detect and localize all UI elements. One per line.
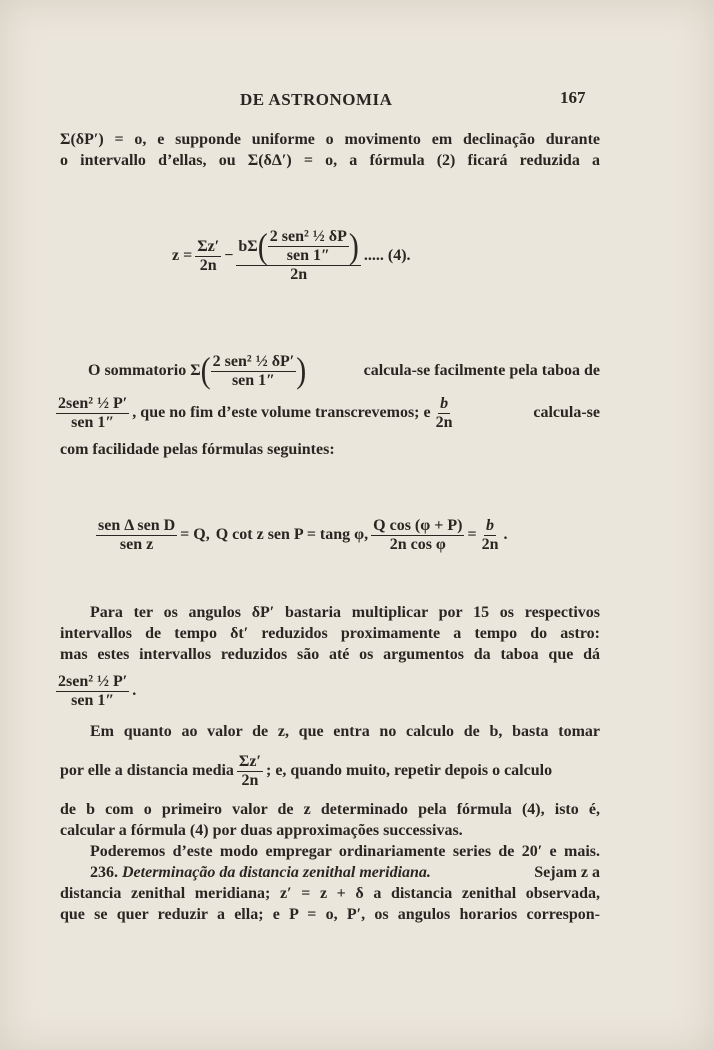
fraction: bΣ ( $\frac{\text{2 sen² ½ δP}}{\text{sen 1″}}$ ) 2n bbox=[238, 226, 359, 283]
minus-sign: − bbox=[224, 247, 234, 264]
text-line: $\frac{\text{2sen² ½ P′}}{\text{sen 1″}}$ . bbox=[58, 672, 137, 709]
text-line: com facilidade pelas fórmulas seguintes: bbox=[60, 441, 335, 458]
section-number: 236. bbox=[90, 864, 118, 881]
running-header: DE ASTRONOMIA bbox=[240, 90, 393, 109]
text-line: o intervallo d’ellas, ou Σ(δΔ′) = o, a fórmula (2) ficará reduzida a bbox=[60, 152, 600, 169]
equation-set: $\frac{\text{sen Δ sen D}}{\text{sen z}}$ = Q, Q cot z sen P = tang φ, $\frac{\text{Q cos (φ + P)}}{\text{2n cos φ}}$ = $\frac{b}{2n}$ . bbox=[98, 516, 508, 553]
equation-tag: ..... (4). bbox=[363, 247, 411, 264]
text-line: que se quer reduzir a ella; e P = o, P′, os angulos horarios correspon- bbox=[60, 906, 600, 923]
fraction: $\frac{\Sigma z'}{2n}$ bbox=[197, 237, 220, 274]
text-line: de b com o primeiro valor de z determinado pela fórmula (4), isto é, bbox=[60, 801, 600, 818]
text-line: O sommatorio Σ ( $\frac{\text{2 sen² ½ δP′}}{\text{sen 1″}}$ ) calcula-se facilmente pela taboa de bbox=[88, 350, 600, 391]
page-number: 167 bbox=[560, 88, 586, 107]
text-line: Em quanto ao valor de z, que entra no calculo de b, basta tomar bbox=[90, 723, 600, 740]
text-line: por elle a distancia media $\frac{\Sigma z'}{2n}$ ; e, quando muito, repetir depois o calculo bbox=[60, 752, 553, 789]
equation-4 bbox=[172, 222, 411, 290]
text-line: Σ(δP′) = o, e supponde uniforme o movimento em declinação durante bbox=[60, 131, 600, 148]
section-title: Determinação da distancia zenithal meridiana. bbox=[122, 864, 431, 881]
text-line: intervallos de tempo δt′ reduzidos proximamente a tempo do astro: bbox=[60, 625, 600, 642]
eq-lhs: z = bbox=[172, 247, 193, 264]
text-line: $\frac{\text{2sen² ½ P′}}{\text{sen 1″}}$ , que no fim d’este volume transcrevemos; e $\frac{b}{2n}$ calcula-se bbox=[58, 394, 600, 431]
text-line: calcular a fórmula (4) por duas approximações successivas. bbox=[60, 822, 463, 839]
text-line: mas estes intervallos reduzidos são até os argumentos da taboa que dá bbox=[60, 646, 600, 663]
text-line: Para ter os angulos δP′ bastaria multiplicar por 15 os respectivos bbox=[90, 604, 600, 621]
text-line: distancia zenithal meridiana; z′ = z + δ a distancia zenithal observada, bbox=[60, 885, 600, 902]
text-line: Poderemos d’este modo empregar ordinariamente series de 20′ e mais. bbox=[90, 843, 600, 860]
section-heading-line: 236. Determinação da distancia zenithal meridiana. Sejam z a bbox=[90, 864, 600, 881]
